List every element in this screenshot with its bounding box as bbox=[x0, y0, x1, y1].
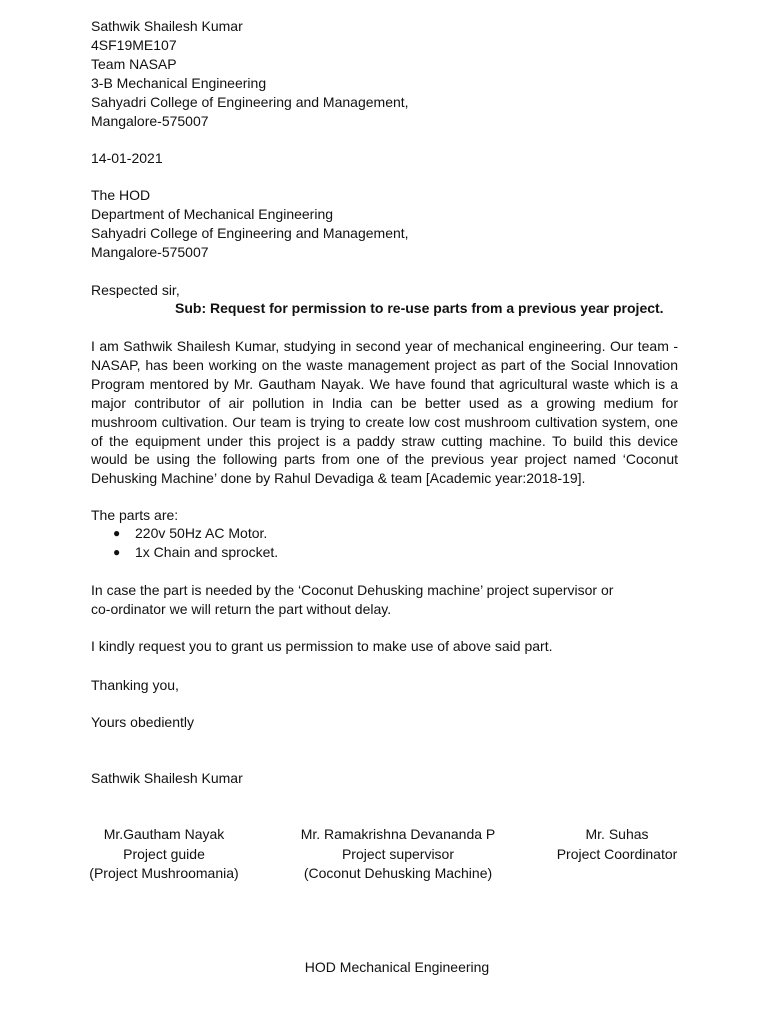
part-label: 220v 50Hz AC Motor. bbox=[135, 525, 268, 541]
subject-line: Sub: Request for permission to re-use parts from a previous year project. bbox=[175, 300, 664, 316]
coordinator-name: Mr. Suhas bbox=[585, 826, 649, 842]
sender-name: Sathwik Shailesh Kumar bbox=[91, 18, 243, 34]
signature-guide bbox=[84, 825, 244, 884]
sender-college: Sahyadri College of Engineering and Management, bbox=[91, 94, 409, 110]
parts-list bbox=[91, 524, 278, 562]
letter-date: 14-01-2021 bbox=[91, 150, 163, 166]
bullet-icon: ● bbox=[113, 526, 121, 540]
closing-line: Yours obediently bbox=[91, 714, 195, 730]
signature-coordinator bbox=[547, 825, 687, 864]
return-paragraph bbox=[91, 581, 678, 619]
supervisor-name: Mr. Ramakrishna Devananda P bbox=[300, 826, 496, 842]
sender-team: Team NASAP bbox=[91, 56, 177, 72]
coordinator-role: Project Coordinator bbox=[556, 845, 678, 862]
bullet-icon: ● bbox=[113, 545, 121, 559]
parts-heading: The parts are: bbox=[91, 507, 179, 523]
part-label: 1x Chain and sprocket. bbox=[135, 544, 279, 560]
guide-name: Mr.Gautham Nayak bbox=[103, 826, 225, 842]
signatory-name: Sathwik Shailesh Kumar bbox=[91, 770, 243, 786]
guide-role: Project guide bbox=[123, 845, 205, 862]
sender-class: 3-B Mechanical Engineering bbox=[91, 75, 267, 91]
recipient-title: The HOD bbox=[91, 187, 151, 203]
list-item bbox=[91, 543, 278, 562]
supervisor-role: Project supervisor bbox=[341, 845, 455, 862]
recipient-department: Department of Mechanical Engineering bbox=[91, 206, 334, 222]
thanks-line: Thanking you, bbox=[91, 677, 179, 693]
sender-city: Mangalore-575007 bbox=[91, 113, 209, 129]
sender-address bbox=[91, 17, 678, 131]
signature-supervisor bbox=[292, 825, 504, 884]
guide-project: (Project Mushroomania) bbox=[89, 865, 239, 881]
request-paragraph: I kindly request you to grant us permission to make use of above said part. bbox=[91, 638, 553, 654]
hod-signature-label: HOD Mechanical Engineering bbox=[304, 959, 490, 975]
intro-paragraph: I am Sathwik Shailesh Kumar, studying in second year of mechanical engineering. Our team - NASAP, has been working on the waste management project as part of the Social Innovation Program mentored by Mr. Gautham Nayak. We have found that agricultural waste which is a major contributor of air pollution in India can be better used as a growing medium for mushroom cultivation. Our team is trying to create low cost mushroom cultivation system, one of the equipment under this project is a paddy straw cutting machine. To build this device would be using the following parts from one of the previous year project named ‘Coconut Dehusking Machine’ done by Rahul Devadiga & team [Academic year:2018-19]. bbox=[91, 338, 678, 487]
list-item bbox=[91, 524, 278, 543]
salutation: Respected sir, bbox=[91, 282, 180, 298]
recipient-address bbox=[91, 186, 678, 262]
supervisor-project: (Coconut Dehusking Machine) bbox=[303, 865, 493, 881]
return-line: In case the part is needed by the ‘Coconut Dehusking machine’ project supervisor or bbox=[91, 582, 614, 598]
recipient-city: Mangalore-575007 bbox=[91, 244, 209, 260]
sender-usn: 4SF19ME107 bbox=[91, 37, 177, 53]
return-line: co-ordinator we will return the part without delay. bbox=[91, 601, 392, 617]
recipient-college: Sahyadri College of Engineering and Management, bbox=[91, 225, 409, 241]
